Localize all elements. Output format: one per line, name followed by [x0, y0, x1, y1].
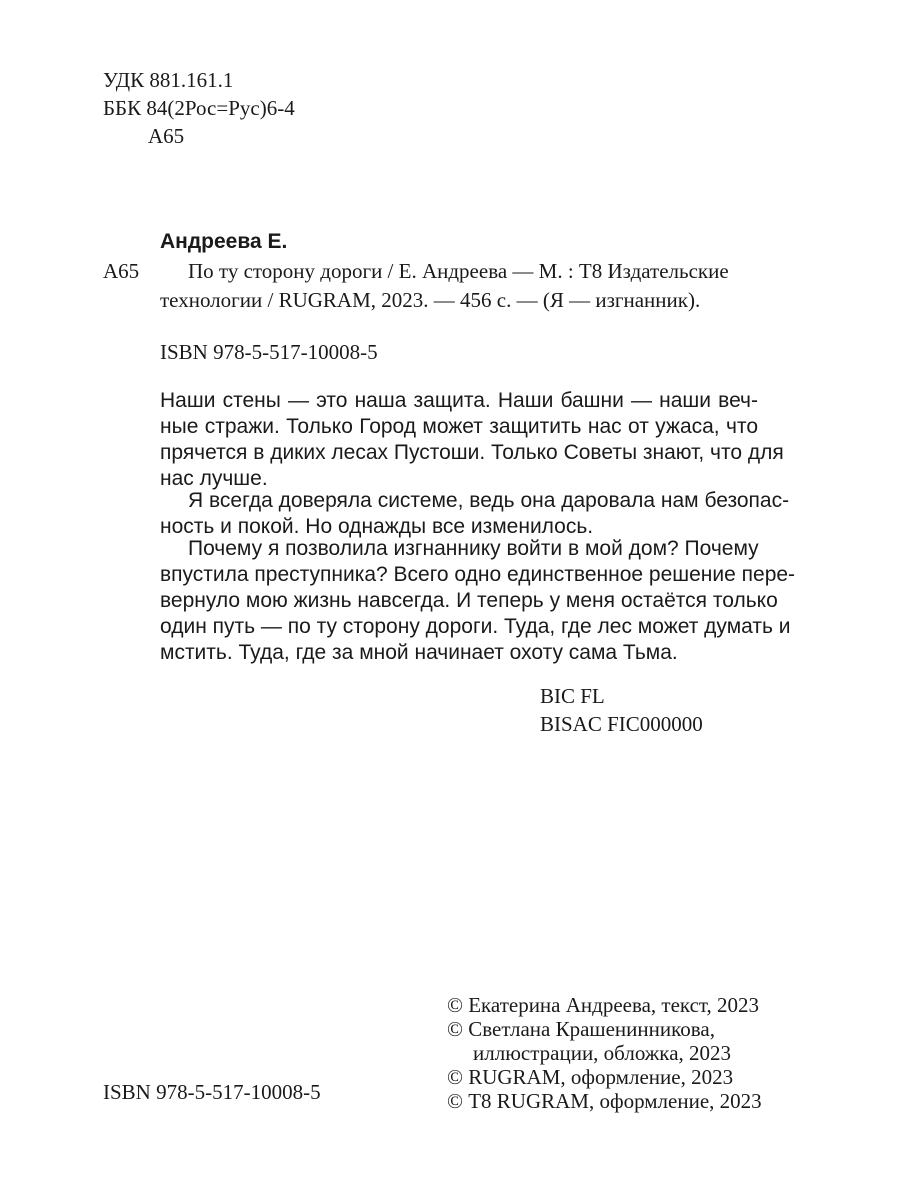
- udk-code: УДК 881.161.1: [103, 68, 234, 92]
- annotation-line: один путь — по ту сторону дороги. Туда, где лес может думать и: [160, 615, 791, 638]
- copyright-line: © RUGRAM, оформление, 2023: [447, 1065, 734, 1089]
- annotation-line: впустила преступника? Всего одно единственное решение пере-: [160, 563, 796, 586]
- annotation-line: Я всегда доверяла системе, ведь она даровала нам безопас-: [188, 489, 790, 512]
- isbn-bottom: ISBN 978-5-517-10008-5: [103, 1080, 321, 1104]
- bic-code: BIC FL: [540, 684, 605, 708]
- copyright-line: иллюстрации, обложка, 2023: [473, 1041, 732, 1065]
- annotation-line: нас лучше.: [160, 467, 268, 490]
- annotation-line: ные стражи. Только Город может защитить нас от ужаса, что: [160, 415, 758, 438]
- annotation-line: вернуло мою жизнь навсегда. И теперь у меня остаётся только: [160, 589, 778, 612]
- annotation-paragraph-1: [160, 388, 784, 492]
- annotation-line: прячется в диких лесах Пустоши. Только Советы знают, что для: [160, 441, 784, 464]
- author-sign-code: А65: [148, 124, 185, 148]
- copyright-line: © Екатерина Андреева, текст, 2023: [447, 993, 760, 1017]
- annotation-line: Наши стены — это наша защита. Наши башни — наши веч-: [160, 389, 758, 412]
- bibliography-line-1: По ту сторону дороги / Е. Андреева — М. : Т8 Издательские: [188, 259, 729, 283]
- annotation-paragraph-2: [160, 488, 790, 540]
- bbk-code: ББК 84(2Рос=Рус)6-4: [103, 96, 295, 120]
- annotation-line: ность и покой. Но однажды все изменилось.: [160, 515, 594, 538]
- annotation-line: мстить. Туда, где за мной начинает охоту сама Тьма.: [160, 641, 678, 664]
- isbn-top: ISBN 978-5-517-10008-5: [160, 340, 378, 364]
- annotation-paragraph-3: [160, 536, 796, 666]
- copyright-line: © Т8 RUGRAM, оформление, 2023: [447, 1089, 762, 1113]
- annotation-line: Почему я позволила изгнаннику войти в мой дом? Почему: [188, 537, 759, 560]
- author-name: Андреева Е.: [160, 230, 288, 253]
- bisac-code: BISAC FIC000000: [540, 712, 703, 736]
- copyright-line: © Светлана Крашенинникова,: [447, 1017, 715, 1041]
- bibliography-line-2: технологии / RUGRAM, 2023. — 456 с. — (Я — изгнанник).: [160, 288, 701, 312]
- bibliography-author-sign: А65: [103, 259, 140, 283]
- copyright-block: [447, 993, 762, 1113]
